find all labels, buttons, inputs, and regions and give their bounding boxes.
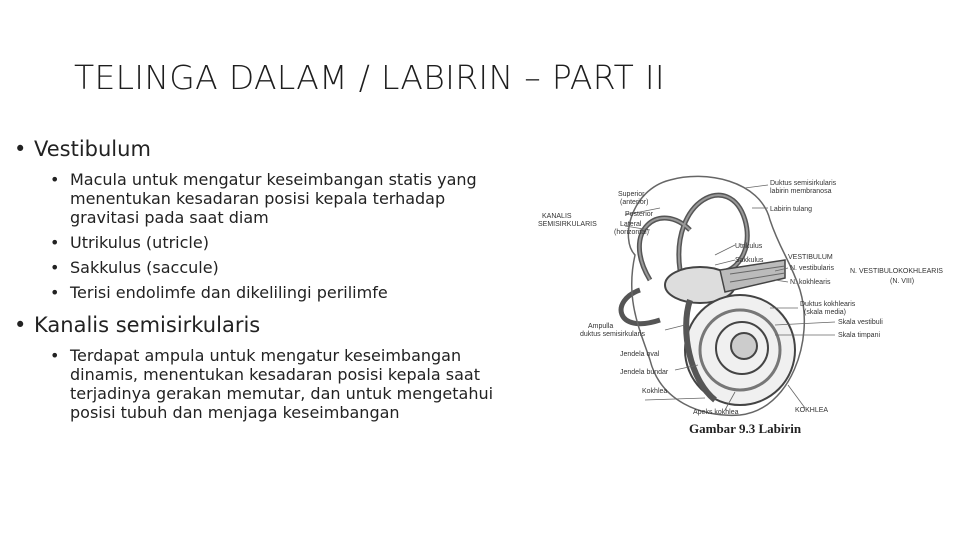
label-duktus-kokhlearis: Duktus kokhlearis — [800, 301, 856, 308]
label-n-viii: (N. VIII) — [890, 278, 915, 285]
bullet-item: • Sakkulus (saccule) — [50, 258, 514, 277]
label-vestibulum: VESTIBULUM — [788, 254, 833, 261]
slide-content — [14, 136, 514, 432]
label-ampulla-duktus: duktus semisirkularis — [580, 331, 645, 338]
label-skala-timpani: Skala timpani — [838, 332, 881, 339]
bullet-item: • Terdapat ampula untuk mengatur keseimbangan dinamis, menentukan kesadaran posisi kepala saat terjadinya gerakan memutar, dan untuk mengetahui posisi tubuh dan menjaga keseimbangan — [50, 346, 514, 422]
label-utrikulus: Utrikulus — [735, 243, 763, 250]
kanalis-bullets — [50, 346, 514, 422]
label-anterior: (anterior) — [620, 199, 649, 206]
label-skala-vestibuli: Skala vestibuli — [838, 319, 883, 326]
label-horizontal: (horizontal) — [614, 229, 650, 236]
slide-title: TELINGA DALAM / LABIRIN – PART II — [74, 58, 665, 97]
label-n-kokhlearis: N. kokhlearis — [790, 279, 831, 286]
label-labirin-tulang: Labirin tulang — [770, 206, 813, 213]
label-n-vestibulokokhlearis: N. VESTIBULOKOKHLEARIS — [850, 268, 943, 275]
section-heading-kanalis: • Kanalis semisirkularis — [14, 312, 514, 338]
label-jendela-bundar: Jendela bundar — [620, 369, 669, 376]
label-duktus-semisirkularis: Duktus semisirkularis — [770, 180, 837, 187]
nerve-bundle — [720, 260, 785, 292]
labirin-figure — [530, 160, 950, 460]
label-sakkulus: Sakkulus — [735, 257, 764, 264]
label-posterior: Posterior — [625, 211, 654, 218]
label-semisirkularis: SEMISIRKULARIS — [538, 221, 597, 228]
section-heading-vestibulum: • Vestibulum — [14, 136, 514, 162]
bullet-item: • Utrikulus (utricle) — [50, 233, 514, 252]
labirin-diagram — [530, 160, 950, 460]
label-jendela-oval: Jendela oval — [620, 351, 660, 358]
label-skala-media: (skala media) — [804, 309, 847, 316]
vestibulum-bullets — [50, 170, 514, 302]
label-apeks-kokhlea: Apeks kokhlea — [693, 409, 739, 416]
figure-caption: Gambar 9.3 Labirin — [689, 421, 802, 436]
label-kokhlea: Kokhlea — [642, 388, 668, 395]
label-superior: Superior — [618, 191, 645, 198]
bullet-item: • Macula untuk mengatur keseimbangan statis yang menentukan kesadaran posisi kepala terhadap gravitasi pada saat diam — [50, 170, 514, 227]
label-kanalis: KANALIS — [542, 213, 572, 220]
label-kokhlea-caps: KOKHLEA — [795, 407, 829, 414]
label-n-vestibularis: N. vestibularis — [790, 265, 834, 272]
label-ampulla: Ampulla — [588, 323, 614, 330]
bullet-item: • Terisi endolimfe dan dikelilingi perilimfe — [50, 283, 514, 302]
label-labirin-membranosa: labirin membranosa — [770, 188, 832, 195]
label-lateral: Lateral — [620, 221, 642, 228]
